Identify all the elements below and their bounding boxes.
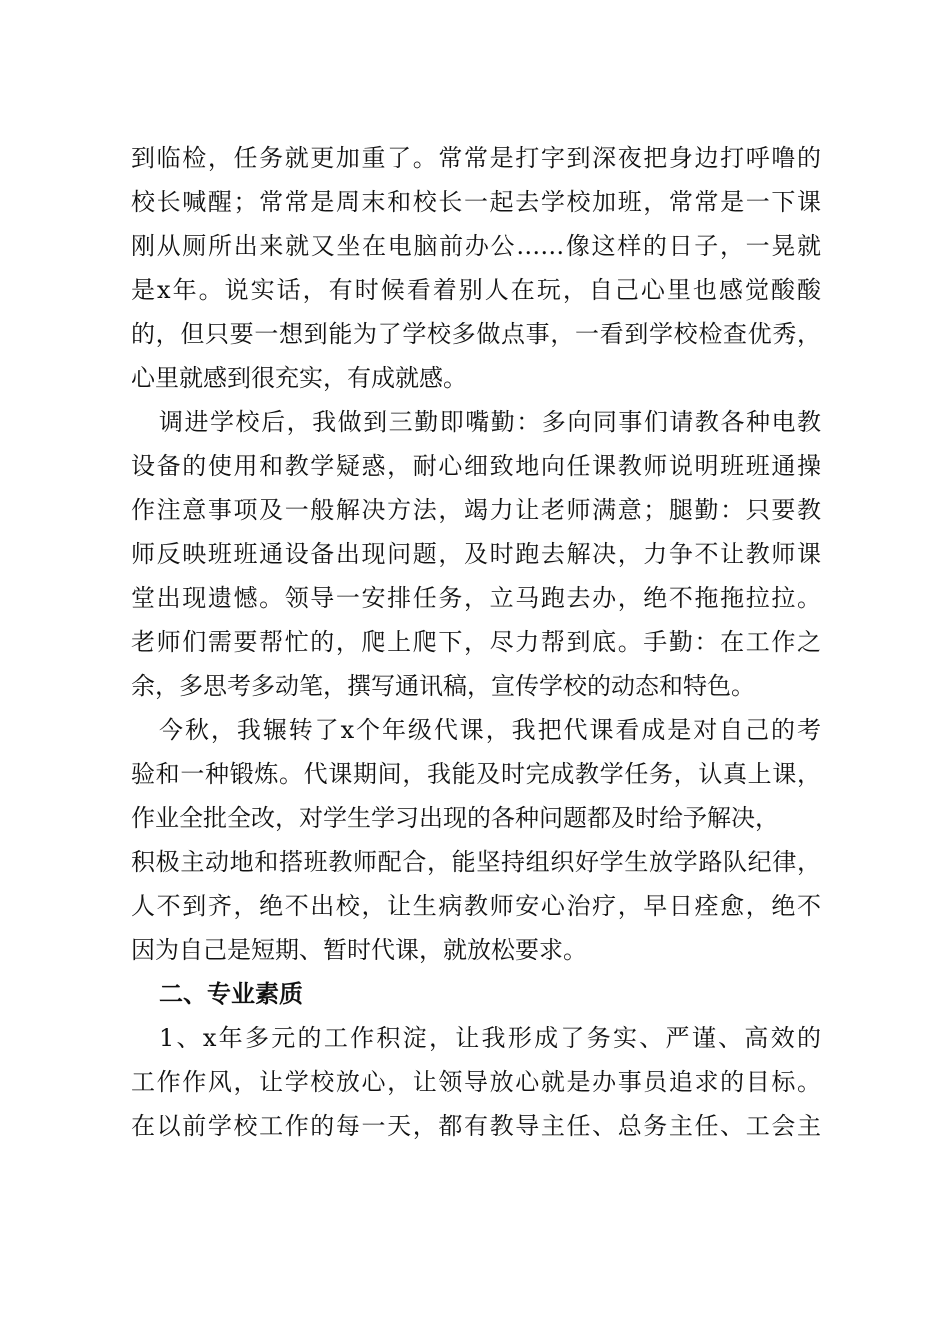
text-line: 堂出现遗憾。领导一安排任务，立马跑去办，绝不拖拖拉拉。: [131, 584, 821, 612]
section-heading: 二、专业素质: [159, 980, 303, 1008]
text-line: 因为自己是短期、暂时代课，就放松要求。: [131, 936, 587, 964]
text-line: 是x年。说实话，有时候看着别人在玩，自己心里也感觉酸酸: [131, 276, 821, 304]
text-line: 余，多思考多动笔，撰写通讯稿，宣传学校的动态和特色。: [131, 672, 755, 700]
text-line: 调进学校后，我做到三勤即嘴勤：多向同事们请教各种电教: [159, 408, 821, 436]
text-line: 刚从厕所出来就又坐在电脑前办公……像这样的日子，一晃就: [131, 232, 821, 260]
document-body: [131, 136, 821, 1148]
text-line: 人不到齐，绝不出校，让生病教师安心治疗，早日痊愈，绝不: [131, 892, 821, 920]
text-line: 工作作风，让学校放心，让领导放心就是办事员追求的目标。: [131, 1068, 821, 1096]
text-line: 到临检，任务就更加重了。常常是打字到深夜把身边打呼噜的: [131, 144, 821, 172]
text-line: 作注意事项及一般解决方法，竭力让老师满意；腿勤：只要教: [131, 496, 821, 524]
text-line: 积极主动地和搭班教师配合，能坚持组织好学生放学路队纪律，: [131, 848, 821, 876]
text-line: 师反映班班通设备出现问题，及时跑去解决，力争不让教师课: [131, 540, 821, 568]
text-line: 设备的使用和教学疑惑，耐心细致地向任课教师说明班班通操: [131, 452, 821, 480]
text-line: 心里就感到很充实，有成就感。: [131, 364, 467, 392]
text-line: 校长喊醒；常常是周末和校长一起去学校加班，常常是一下课: [131, 188, 821, 216]
text-line: 老师们需要帮忙的，爬上爬下，尽力帮到底。手勤：在工作之: [131, 628, 821, 656]
text-line: 在以前学校工作的每一天，都有教导主任、总务主任、工会主: [131, 1112, 821, 1140]
text-line: 的，但只要一想到能为了学校多做点事，一看到学校检查优秀，: [131, 320, 821, 348]
text-line: 作业全批全改，对学生学习出现的各种问题都及时给予解决，: [131, 804, 779, 832]
text-line: 验和一种锻炼。代课期间，我能及时完成教学任务，认真上课，: [131, 760, 821, 788]
text-line: 1、x年多元的工作积淀，让我形成了务实、严谨、高效的: [159, 1024, 821, 1052]
text-line: 今秋，我辗转了x个年级代课，我把代课看成是对自己的考: [159, 716, 821, 744]
